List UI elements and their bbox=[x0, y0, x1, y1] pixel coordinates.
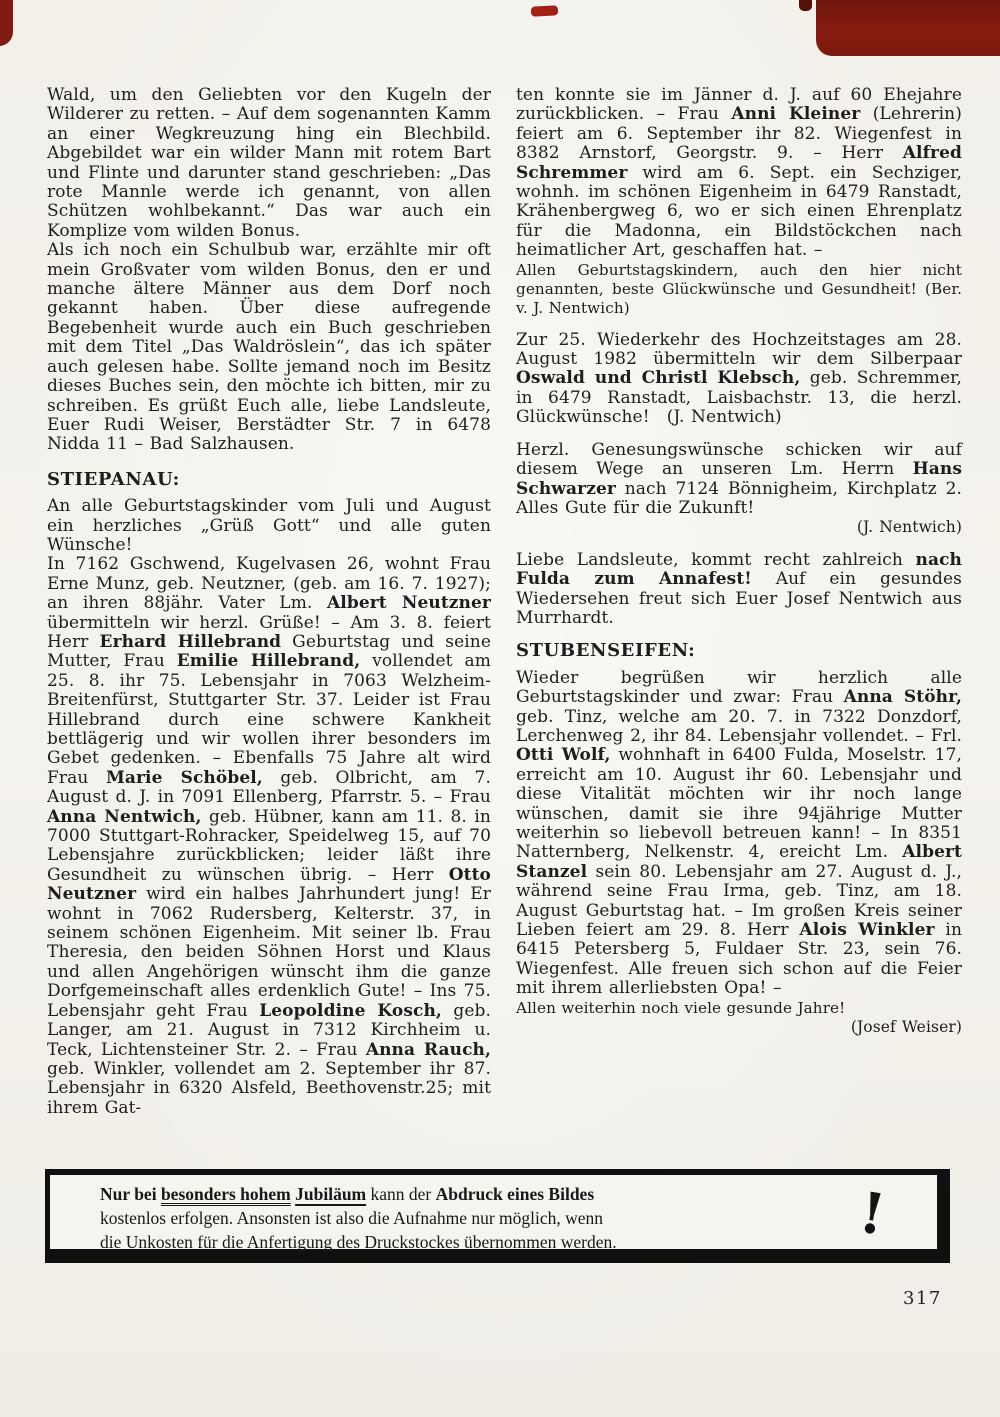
notice-line: kostenlos erfolgen. Ansonsten ist also die Aufnahme nur möglich, wenn bbox=[100, 1208, 604, 1228]
page-number: 317 bbox=[903, 1288, 942, 1309]
paragraph: Liebe Landsleute, kommt recht zahlreich nach Fulda zum Annafest! Auf ein gesundes Wiedersehen freut sich Euer Josef Nentwich aus Murrhardt. bbox=[516, 549, 962, 628]
signature-line: (J. Nentwich) bbox=[856, 518, 962, 537]
paragraph: An alle Geburtstagskinder vom Juli und August ein herzliches „Grüß Gott“ und alle guten Wünsche! bbox=[47, 496, 491, 555]
section-heading: STUBENSEIFEN: bbox=[516, 640, 696, 662]
signature-line: (Josef Weiser) bbox=[850, 1017, 962, 1036]
notice-line: Nur bei besonders hohem Jubiläum kann der Abdruck eines Bildes bbox=[100, 1184, 595, 1204]
paragraph: Herzl. Genesungswünsche schicken wir auf diesem Wege an unseren Lm. Herrn Hans Schwarzer nach 7124 Bönnigheim, Kirchplatz 2. Alles Gute für die Zukunft! bbox=[516, 439, 962, 518]
paragraph: Wald, um den Geliebten vor den Kugeln der Wilderer zu retten. – Auf dem sogenannten Kamm an einer Wegkreuzung hing ein Blechbild. Abgebildet war ein wilder Mann mit rotem Bart und Flinte und darunter stand geschrieben: „Das rote Mannle werde ich genannt, von allen Schützen wohlbekannt.“ Das war auch ein Komplize vom wilden Bonus. bbox=[47, 85, 491, 241]
small-note: Allen Geburtstagskindern, auch den hier nicht genannten, beste Glückwünsche und Gesundheit! (Ber. v. J. Nentwich) bbox=[516, 260, 962, 317]
scan-mark-top-center bbox=[531, 5, 558, 16]
notice-box-text bbox=[100, 1182, 832, 1254]
section-heading: STIEPANAU: bbox=[47, 468, 180, 490]
notice-line: die Unkosten für die Anfertigung des Druckstockes übernommen werden. bbox=[100, 1232, 617, 1252]
scan-mark-top-right bbox=[816, 0, 1000, 56]
scan-mark-speck bbox=[799, 0, 812, 11]
scan-mark-top-left bbox=[0, 0, 13, 46]
left-column bbox=[47, 86, 491, 1118]
small-note: Allen weiterhin noch viele gesunde Jahre! bbox=[516, 998, 846, 1017]
paragraph: ten konnte sie im Jänner d. J. auf 60 Ehejahre zurückblicken. – Frau Anni Kleiner (Lehrerin) feiert am 6. September ihr 82. Wiegenfest in 8382 Arnstorf, Georgstr. 9. – Herr Alfred Schremmer wird am 6. Sept. ein Sechziger, wohnh. im schönen Eigenheim in 6479 Ranstadt, Krähenbergweg 6, wo er sich einen Ehrenplatz für die Madonna, ein Bildstöckchen nach heimatlicher Art, geschaffen hat. – bbox=[516, 85, 962, 261]
exclamation-mark: ! bbox=[855, 1179, 891, 1249]
paragraph: Zur 25. Wiederkehr des Hochzeitstages am 28. August 1982 übermitteln wir dem Silberpaar Oswald und Christl Klebsch, geb. Schremmer, in 6479 Ranstadt, Laisbachstr. 13, die herzl. Glückwünsche! (J. Nentwich) bbox=[516, 329, 962, 428]
notice-box bbox=[45, 1169, 950, 1263]
paragraph: Als ich noch ein Schulbub war, erzählte mir oft mein Großvater vom wilden Bonus, den er und manche ältere Männer aus dem Dorf noch gekannt haben. Über diese aufregende Begebenheit wurde auch ein Buch geschrieben mit dem Titel „Das Waldröslein“, das ich später auch gelesen habe. Sollte jemand noch im Besitz dieses Buches sein, den möchte ich bitten, mir zu schreiben. Es grüßt Euch alle, liebe Landsleute, Euer Rudi Weiser, Berstädter Str. 7 in 6478 Nidda 11 – Bad Salzhausen. bbox=[47, 240, 491, 455]
paragraph: Wieder begrüßen wir herzlich alle Geburtstagskinder und zwar: Frau Anna Stöhr, geb. Tinz, welche am 20. 7. in 7322 Donzdorf, Lerchenweg 2, ihr 84. Lebensjahr vollendet. – Frl. Otti Wolf, wohnhaft in 6400 Fulda, Moselstr. 17, erreicht am 10. August ihr 60. Lebensjahr und diese Vitalität möchten wir ihr noch lange wünschen, damit sie ihre 94jährige Mutter weiterhin so liebevoll betreuen kann! – In 8351 Natternberg, Nelkenstr. 4, ereicht Lm. Albert Stanzel sein 80. Lebensjahr am 27. August d. J., während seine Frau Irma, geb. Tinz, am 18. August Geburtstag hat. – Im großen Kreis seiner Lieben feiert am 29. 8. Herr Alois Winkler in 6415 Petersberg 5, Fuldaer Str. 23, sein 76. Wiegenfest. Alle freuen sich schon auf die Feier mit ihrem allerliebsten Opa! – bbox=[516, 667, 963, 999]
paragraph: In 7162 Gschwend, Kugelvasen 26, wohnt Frau Erne Munz, geb. Neutzner, (geb. am 16. 7. 1927); an ihren 88jähr. Vater Lm. Albert Neutzner übermitteln wir herzl. Grüße! – Am 3. 8. feiert Herr Erhard Hillebrand Geburtstag und seine Mutter, Frau Emilie Hillebrand, vollendet am 25. 8. ihr 75. Lebensjahr in 7063 Welzheim-Breitenfürst, Stuttgarter Str. 37. Leider ist Frau Hillebrand durch eine schwere Kankheit bettlägerig und wir wollen ihrer besonders im Gebet gedenken. – Ebenfalls 75 Jahre alt wird Frau Marie Schöbel, geb. Olbricht, am 7. August d. J. in 7091 Ellenberg, Pfarrstr. 5. – Frau Anna Nentwich, geb. Hübner, kann am 11. 8. in 7000 Stuttgart-Rohracker, Speidelweg 15, auf 70 Lebensjahre zurückblicken; leider läßt ihre Gesundheit zu wünschen übrig. – Herr Otto Neutzner wird ein halbes Jahrhundert jung! Er wohnt in 7062 Rudersberg, Kelterstr. 37, in seinem schönen Eigenheim. Mit seiner lb. Frau Theresia, den beiden Söhnen Horst und Klaus und allen Angehörigen wünscht ihm die ganze Dorfgemeinschaft alles erdenklich Gute! – Ins 75. Lebensjahr geht Frau Leopoldine Kosch, geb. Langer, am 21. August in 7312 Kirchheim u. Teck, Lichtensteiner Str. 2. – Frau Anna Rauch, geb. Winkler, vollendet am 2. September ihr 87. Lebensjahr in 6320 Alsfeld, Beethovenstr.25; mit ihrem Gat- bbox=[47, 554, 492, 1118]
right-column bbox=[516, 86, 962, 1037]
